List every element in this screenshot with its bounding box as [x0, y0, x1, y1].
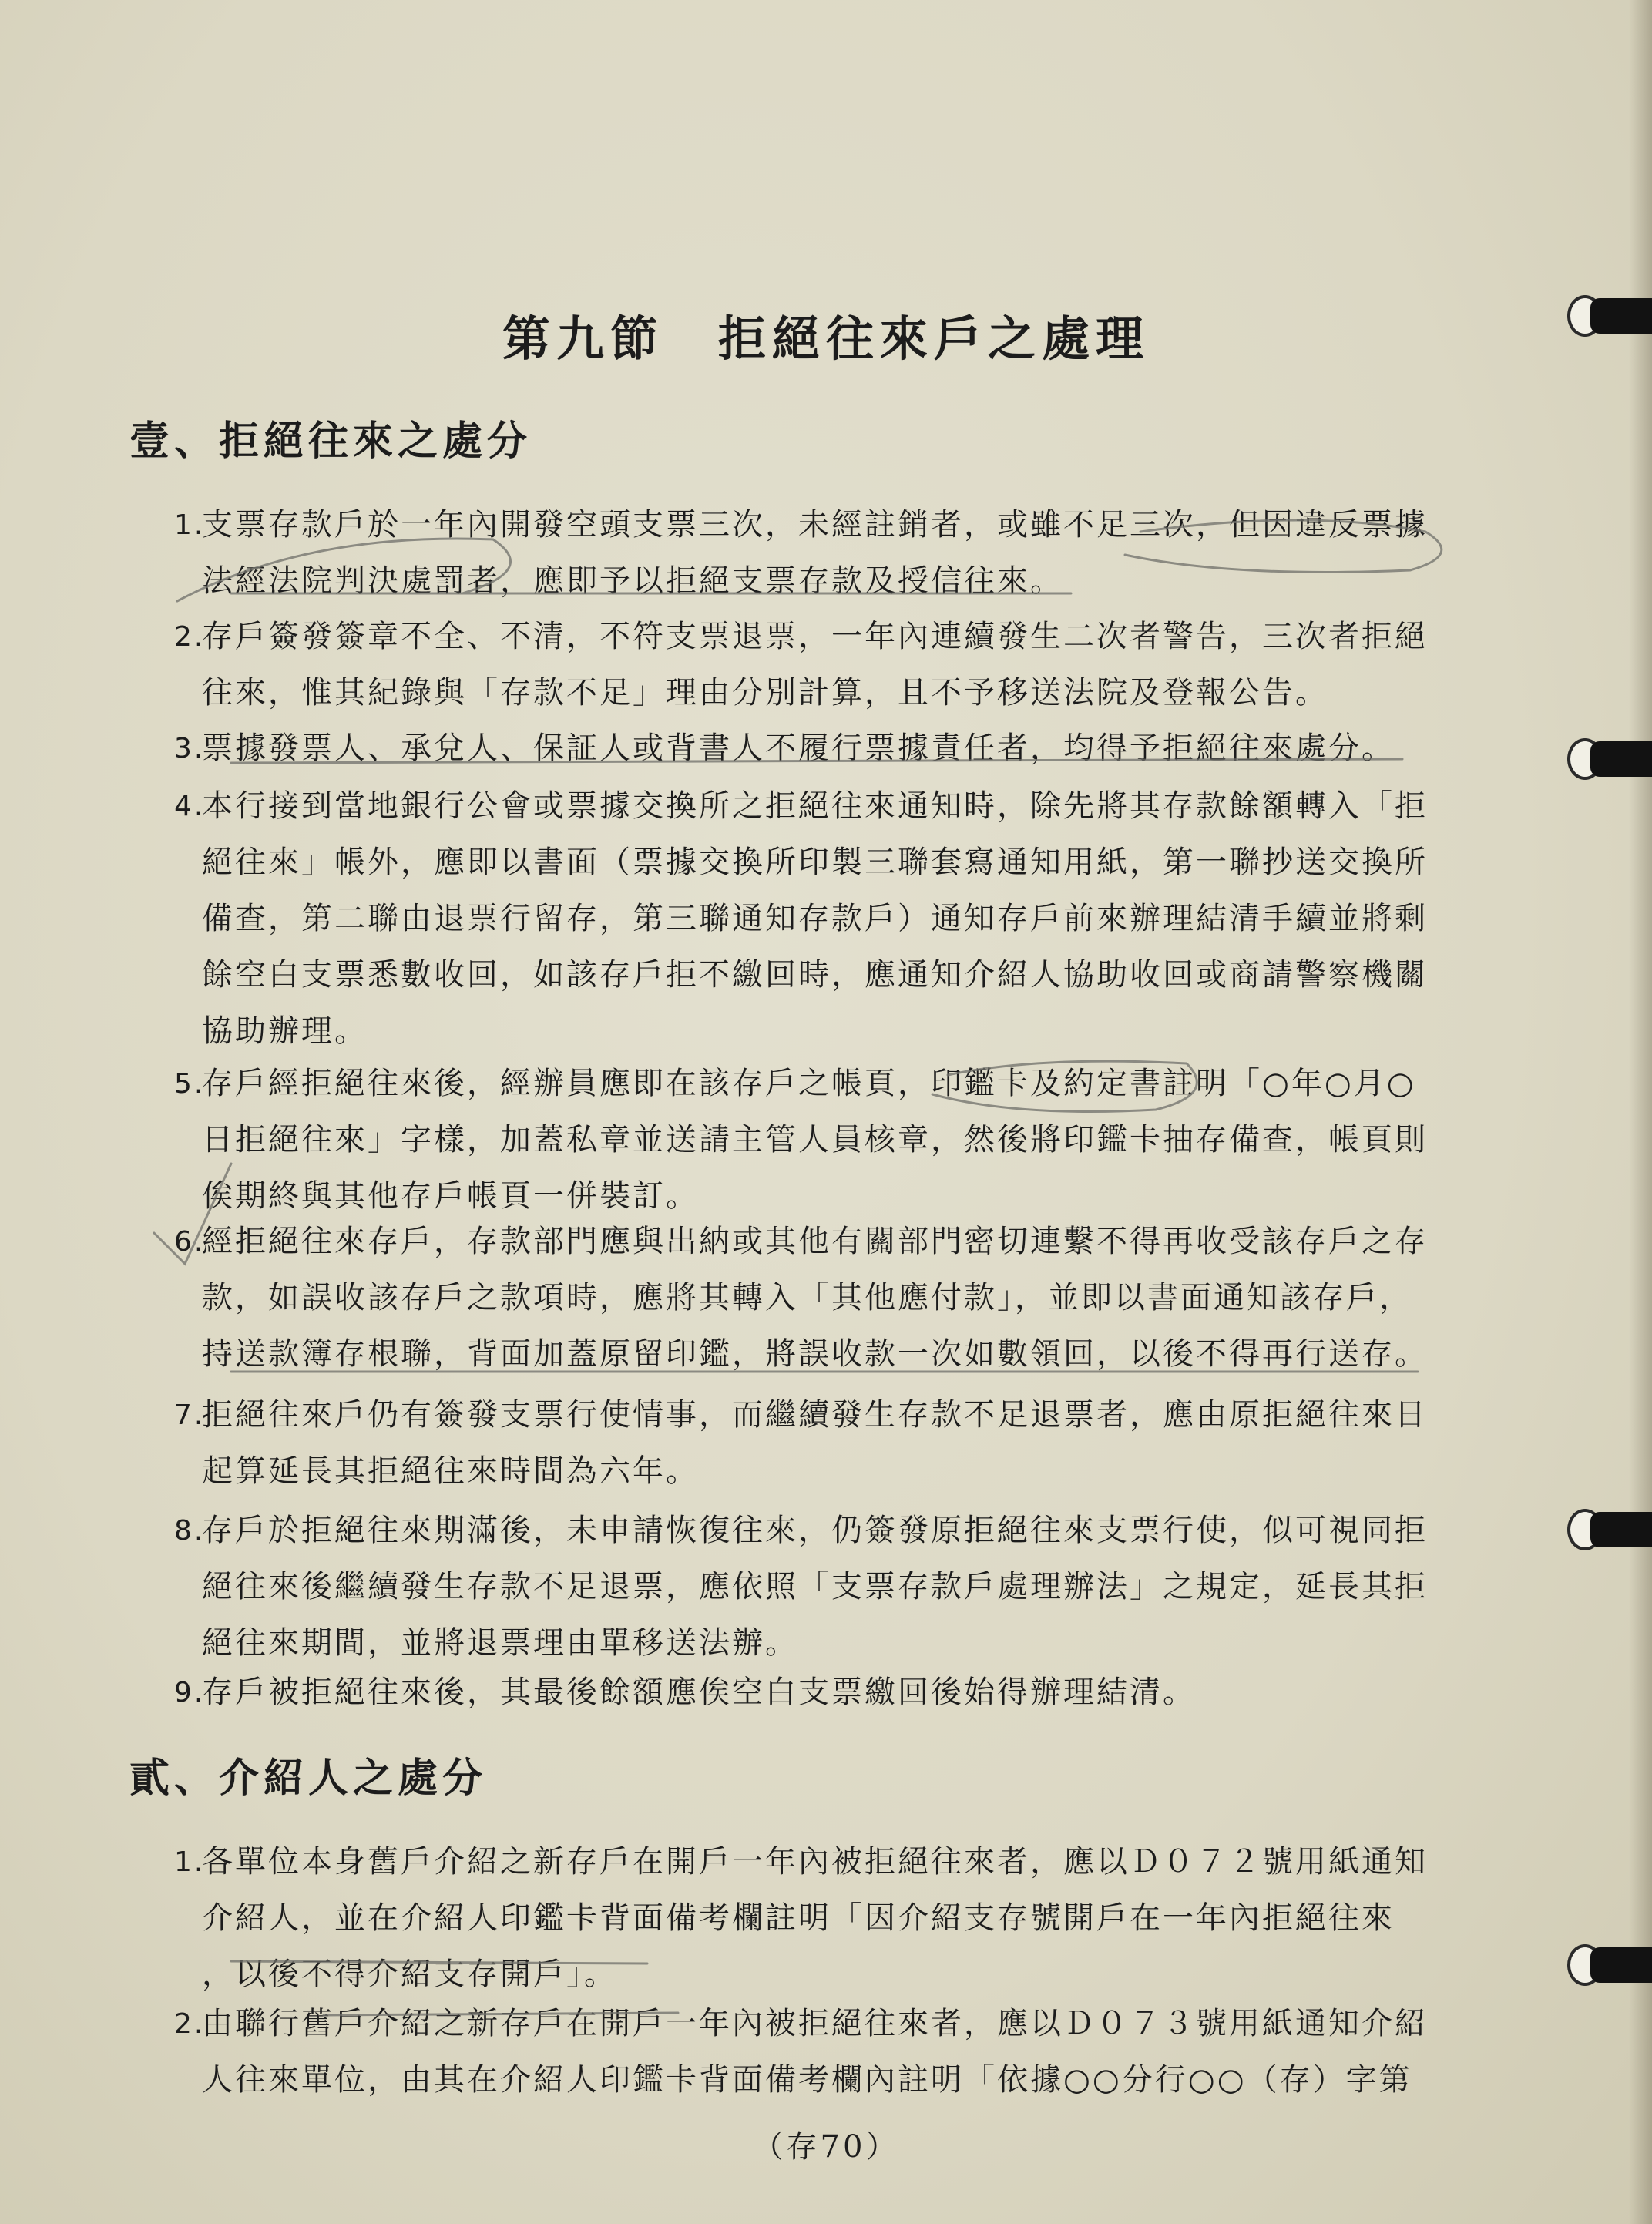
list-item	[174, 1056, 1428, 1225]
list-item	[174, 609, 1428, 721]
binding-cord	[1590, 1947, 1652, 1983]
item-number: 2.	[174, 621, 206, 653]
item-line: 拒絕往來戶仍有簽發支票行使情事，而繼續發生存款不足退票者，應由原拒絕往來日	[202, 1397, 1428, 1433]
item-number: 4.	[174, 791, 206, 822]
item-line: 經拒絕往來存戶，存款部門應與出納或其他有關部門密切連繫不得再收受該存戶之存	[202, 1224, 1428, 1259]
list-item	[174, 1214, 1428, 1382]
item-number: 2.	[174, 2008, 206, 2040]
item-line: 絕往來期間，並將退票理由單移送法辦。	[202, 1625, 798, 1661]
item-line: 餘空白支票悉數收回，如該存戶拒不繳回時，應通知介紹人協助收回或商請警察機關	[202, 957, 1428, 993]
item-number: 9.	[174, 1677, 206, 1708]
item-number: 6.	[174, 1226, 206, 1258]
item-line: 絕往來」帳外，應即以書面（票據交換所印製三聯套寫通知用紙，第一聯抄送交換所	[202, 845, 1428, 880]
item-line: 存戶經拒絕往來後，經辦員應即在該存戶之帳頁，印鑑卡及約定書註明「○年○月○	[202, 1066, 1416, 1101]
list-item	[174, 1834, 1428, 2003]
item-line: 往來，惟其紀錄與「存款不足」理由分別計算，且不予移送法院及登報公告。	[202, 675, 1328, 711]
item-line: 各單位本身舊戶介紹之新存戶在開戶一年內被拒絕往來者，應以Ｄ０７２號用紙通知	[202, 1844, 1428, 1880]
page-footer: （存70）	[752, 2129, 900, 2165]
item-line: 起算延長其拒絕往來時間為六年。	[202, 1453, 699, 1489]
item-line: 存戶被拒絕往來後，其最後餘額應俟空白支票繳回後始得辦理結清。	[202, 1675, 1196, 1710]
item-number: 5.	[174, 1068, 206, 1100]
list-item	[174, 1665, 1419, 1721]
item-number: 3.	[174, 733, 206, 764]
page-title: 第九節 拒絕往來戶之處理	[502, 311, 1150, 367]
item-line: 絕往來後繼續發生存款不足退票，應依照「支票存款戶處理辦法」之規定，延長其拒	[202, 1569, 1428, 1604]
item-line: 支票存款戶於一年內開發空頭支票三次，未經註銷者，或雖不足三次，但因違反票據	[202, 507, 1428, 543]
section-heading-1: 壹、拒絕往來之處分	[129, 418, 532, 465]
list-item	[174, 1996, 1428, 2108]
list-item	[174, 721, 1419, 777]
list-item	[174, 497, 1428, 610]
item-line: 俟期終與其他存戶帳頁一併裝訂。	[202, 1178, 699, 1214]
item-line: 日拒絕往來」字樣，加蓋私章並送請主管人員核章，然後將印鑑卡抽存備查，帳頁則	[202, 1122, 1428, 1157]
item-line: 人往來單位，由其在介紹人印鑑卡背面備考欄內註明「依據○○分行○○（存）字第	[202, 2062, 1412, 2098]
list-item	[174, 1503, 1428, 1671]
list-item	[174, 1387, 1428, 1500]
section-heading-2: 貳、介紹人之處分	[129, 1755, 488, 1802]
binding-cord	[1590, 1512, 1652, 1547]
item-line: 法經法院判決處罰者，應即予以拒絕支票存款及授信往來。	[202, 563, 1063, 599]
item-line: 存戶於拒絕往來期滿後，未申請恢復往來，仍簽發原拒絕往來支票行使，似可視同拒	[202, 1513, 1428, 1548]
list-item	[174, 778, 1428, 1060]
item-number: 8.	[174, 1515, 206, 1547]
item-line: 介紹人，並在介紹人印鑑卡背面備考欄註明「因介紹支存號開戶在一年內拒絕往來	[202, 1900, 1395, 1936]
item-line: 存戶簽發簽章不全、不清，不符支票退票，一年內連續發生二次者警告，三次者拒絕	[202, 619, 1428, 654]
item-number: 1.	[174, 1846, 206, 1878]
item-line: 票據發票人、承兌人、保証人或背書人不履行票據責任者，均得予拒絕往來處分。	[202, 731, 1395, 766]
item-line: 由聯行舊戶介紹之新存戶在開戶一年內被拒絕往來者，應以Ｄ０７３號用紙通知介紹	[202, 2006, 1428, 2041]
item-line: 備查，第二聯由退票行留存，第三聯通知存款戶）通知存戶前來辦理結清手續並將剩	[202, 901, 1428, 936]
item-number: 1.	[174, 509, 206, 541]
binder-hole	[1567, 724, 1652, 794]
binder-hole	[1567, 1930, 1652, 2000]
binder-hole	[1567, 1495, 1652, 1564]
item-line: 款，如誤收該存戶之款項時，應將其轉入「其他應付款」，並即以書面通知該存戶，	[202, 1280, 1412, 1315]
item-line: ，以後不得介紹支存開戶」。	[202, 1957, 617, 1992]
item-line: 協助辦理。	[202, 1013, 368, 1049]
item-line: 持送款簿存根聯，背面加蓋原留印鑑，將誤收款一次如數領回，以後不得再行送存。	[202, 1336, 1428, 1372]
binding-cord	[1590, 741, 1652, 777]
item-line: 本行接到當地銀行公會或票據交換所之拒絕往來通知時，除先將其存款餘額轉入「拒	[202, 788, 1428, 824]
item-number: 7.	[174, 1399, 206, 1431]
